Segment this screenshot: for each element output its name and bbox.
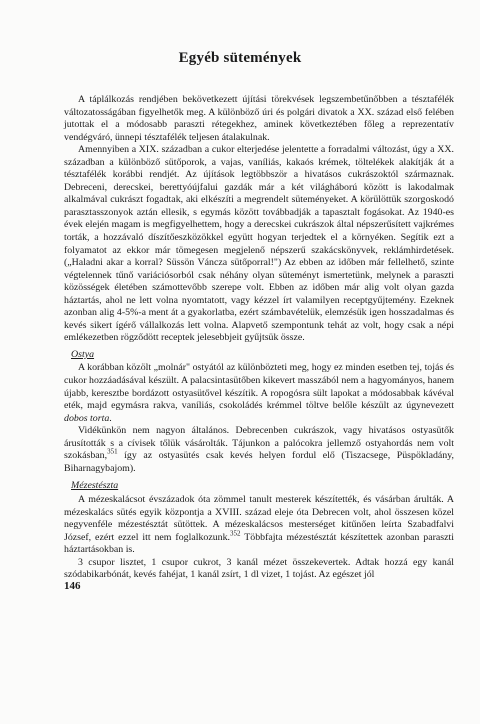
section-heading-mezeskalacs: Mézestészta [71, 480, 119, 492]
mezeskalacs-paragraph-1 [64, 494, 454, 557]
ostya-p1-end: . [109, 412, 112, 424]
page-body [64, 94, 454, 582]
ostya-paragraph-2 [64, 425, 454, 475]
footnote-ref-352: 352 [229, 529, 241, 538]
ostya-p2-text-b: így az ostyasütés csak kevés helyen fordul elő (Tiszacsege, Püspökladány, Biharnagybajom). [64, 450, 454, 474]
ostya-p1-italic: dobos torta [64, 412, 110, 424]
mezeskalacs-p1-text-b: Többfajta mézestésztát készítettek azonban paraszti háztartásokban is. [64, 531, 454, 556]
chapter-title: Egyéb sütemények [178, 50, 302, 66]
footnote-ref-351: 351 [107, 448, 118, 457]
ostya-paragraph-1 [64, 362, 454, 425]
ostya-p1-text: A korábban közölt „molnár" ostyától az különbözteti meg, hogy ez minden esetben tej, tojás és cukor hozzáadásával készült. A palacsintasütőben kikevert masszából nem a hagyományos, hanem újabb, keresztbe bordázott ostyasütővel készítik. A ropogósra sült lapokat a módosabbak kávéval eték, majd egymásra rakva, vaníliás, csokoládés krémmel töltve belőle készült az úgynevezett [64, 362, 454, 412]
intro-paragraph-1: A táplálkozás rendjében bekövetkezett újítási törekvések legszembetűnőbben a tésztafélék változatosságában figyelhetők meg. A különböző úri és polgári divatok a XX. század első felében jutottak el a módosabb paraszti rétegekhez, aminek következtében főleg a reprezentatív vendégváró, ünnepi tésztafélék teljesen átalakulnak. [64, 94, 454, 143]
section-heading-ostya: Ostya [71, 348, 95, 360]
page-number: 146 [64, 580, 81, 592]
ostya-p2-text-a: Vidékünkön nem nagyon általános. Debrecenben cukrászok, vagy hivatásos ostyasütők árusították s a cívisek tőlük vásárolták. Tájunkon a palócokra jellemző ostyahordás nem volt szokásban, [64, 425, 454, 462]
mezeskalacs-p1-text-a: A mézeskalácsot évszázadok óta zömmel tanult mesterek készítették, és vásárban árulták. A mézeskalács sütés egyik központja a XVIII. század eleje óta Debrecen volt, ahol összesen közel negyvenféle mézestésztát sütöttek. A mézeskalácsos mesterséget kitűnően leírta Szabadfalvi József, ezért ezzel itt nem foglalkozunk. [64, 493, 454, 543]
intro-paragraph-2: Amennyiben a XIX. században a cukor elterjedése jelentette a forradalmi változást, úgy a XX. században a különböző sütőporok, a vajas, vaníliás, kakaós krémek, töltelékek alakítják át a tésztafélék korábbi rendjét. Az újítások legtöbbször a hivatásos cukrászoktól származnak. Debreceni, derecskei, berettyóújfalui gazdák már a két világháború között is lakodalmak alkalmával cukrászt fogadtak, aki elkészíti a megrendelt süteményeket. A körülöttük szorgoskodó parasztasszonyok aztán ellesik, s egymás között továbbadják a tapasztalt fogásokat. Az 1940-es évek elején magam is megfigyelhettem, hogy a derecskei cukrászok által népszerűsített vajkrémes torták, a hozzávaló díszítőeszközökkel együtt hogyan terjedtek el a környéken. Segítik ezt a folyamatot az ekkor már tömegesen megjelenő népszerű szakácskönyvek, reklámhirdetések. („Haladni akar a korral? Süssön Váncza sütőporral!") Az ebben az időben már fellelhető, szinte végtelennek tűnő variációsorból csak néhány olyan süteményt ismertetünk, melynek a paraszti közösségek életében számottevőbb szerepe volt. Ebben az időben már alig volt olyan gazda háztartás, ahol ne lett volna nyomtatott, vagy kézzel írt valamilyen receptgyűjtemény. Ezeknek azonban alig 4-5%-a ment át a gyakorlatba, ezért számbavételük, elemzésük igen hosszadalmas és kevés sikert ígérő vállalkozás lett volna. Alapvető szempontunk tehát az volt, hogy csak a népi emlékezetben rögződött receptek jelesebbjeit gyűjtsük össze. [64, 144, 454, 344]
mezeskalacs-paragraph-2: 3 csupor lisztet, 1 csupor cukrot, 3 kanál mézet összekevertek. Adtak hozzá egy kanál szódabikarbónát, kevés fahéjat, 1 kanál zsírt, 1 dl vizet, 1 tojást. Az egészet jól [64, 556, 454, 581]
